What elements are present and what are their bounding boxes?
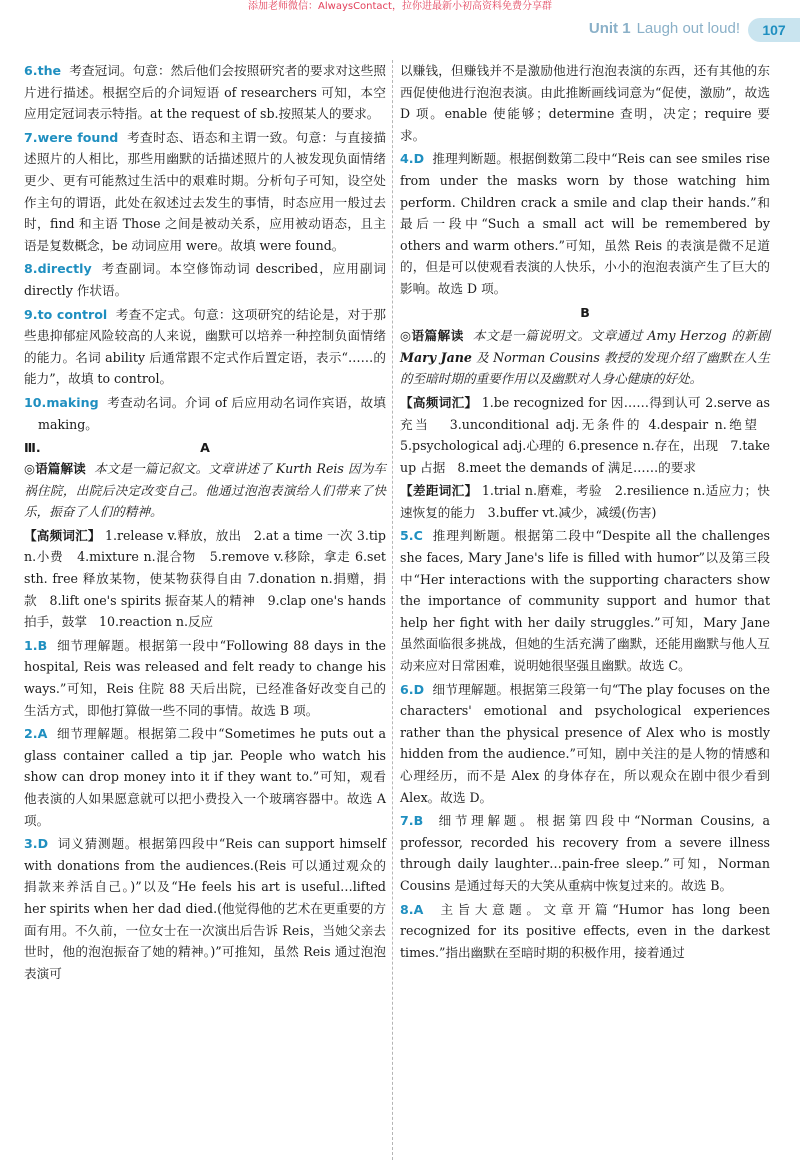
answer-item-8 bbox=[24, 258, 386, 301]
passage-summary bbox=[24, 458, 386, 523]
vocab-item: 1.be recognized for 因……得到认可 bbox=[481, 394, 701, 410]
answer-key: were found bbox=[37, 129, 119, 145]
item-number: 2. bbox=[24, 726, 38, 742]
answer-key: A bbox=[37, 726, 48, 742]
answer-B7 bbox=[400, 810, 770, 896]
explanation: 推理判断题。根据第二段中“Despite all the challenges she faces, Mary Jane's life is filled with humor”以及第三段中“Her interactions with the supporting characters show the importance of community support and humor that help her fight with her daily struggles.”可知，Mary Jane 虽然面临很多挑战，但她的生活充满了幽默，还能用幽默与他人互动来应对日常困难，说明她很坚强且幽默。故选 C。 bbox=[400, 528, 770, 674]
answer-key: B bbox=[413, 813, 424, 829]
gap-vocab-list bbox=[400, 480, 770, 523]
explanation: 考查冠词。句意：然后他们会按照研究者的要求对这些照片进行描述。根据空后的介词短语 of researchers 可知，本空应用定冠词表示特指。at the request of sb.按照某人的要求。 bbox=[24, 63, 386, 122]
page-header bbox=[0, 14, 800, 44]
answer-item-7 bbox=[24, 127, 386, 257]
right-column bbox=[400, 60, 770, 965]
answer-A2 bbox=[24, 723, 386, 831]
vocab-item: 9.clap one's hands 拍手，鼓掌 bbox=[24, 592, 387, 630]
answer-B5 bbox=[400, 525, 770, 676]
vocab-item: 5.remove v.移除，拿走 bbox=[209, 549, 351, 565]
item-number: 10. bbox=[24, 394, 47, 410]
item-number: 1. bbox=[24, 637, 38, 653]
play-title: Mary Jane bbox=[400, 349, 472, 365]
item-number: 7. bbox=[400, 813, 414, 829]
summary-label: ◎语篇解读 bbox=[24, 461, 86, 477]
explanation: 考查动名词。介词 of 后应用动名词作宾语，故填 making。 bbox=[38, 394, 386, 432]
unit-title: Laugh out loud! bbox=[636, 20, 740, 37]
answer-A3 bbox=[24, 833, 386, 984]
vocab-item: 7.take up 占据 bbox=[400, 438, 770, 475]
answer-B8 bbox=[400, 899, 770, 964]
explanation: 考查时态、语态和主谓一致。句意：与直接描述照片的人相比，那些用幽默的话描述照片的人被发现负面情绪更少、更有可能熬过生活中的艰难时期。分析句子可知，设空处作主句的谓语，此处在叙述过去发生的事情，时态应用一般过去时，find 和主语 Those 之间是被动关系，应用被动语态，且主语是复数概念，be 动词应用 were。故填 were found。 bbox=[24, 129, 386, 253]
section-heading-row bbox=[24, 437, 386, 458]
answer-A3-continued: 以赚钱，但赚钱并不是激励他进行泡泡表演的东西，还有其他的东西促使他进行泡泡表演。由此推断画线词意为“促使，激励”，故选 D 项。enable 使能够；determine 查明，决定；require 要求。 bbox=[400, 63, 770, 143]
summary-label: ◎语篇解读 bbox=[400, 328, 464, 344]
unit-heading bbox=[589, 20, 740, 37]
vocab-item: 2.at a time 一次 bbox=[253, 527, 353, 543]
answer-B6 bbox=[400, 679, 770, 809]
column-divider bbox=[392, 60, 393, 1160]
vocab-item: 3.buffer vt.减少，减缓(伤害) bbox=[487, 504, 657, 520]
item-number: 5. bbox=[400, 528, 414, 544]
vocab-item: 6.set sth. free 释放某物，使某物获得自由 bbox=[24, 549, 386, 587]
answer-key: C bbox=[413, 528, 423, 544]
item-number: 3. bbox=[24, 836, 38, 852]
explanation: 推理判断题。根据倒数第二段中“Reis can see smiles rise from under the masks worn by those watching him perform. Children crack a smile and clap their hands.”和最后一段中“Such a small act will be remembered by others and warm others.”可知，虽然 Reis 的表演是微不足道的，但是可以使观看表演的人快乐，小小的泡泡表演产生了巨大的影响。故选 D 项。 bbox=[400, 151, 770, 296]
summary-text: 本文是一篇记叙文。文章讲述了 Kurth Reis 因为车祸住院，出院后决定改变自己。他通过泡泡表演给人们带来了快乐，振奋了人们的精神。 bbox=[24, 461, 386, 520]
answer-key: directly bbox=[37, 261, 92, 277]
vocab-item: 1.release v.释放，放出 bbox=[104, 527, 242, 543]
left-column bbox=[24, 60, 386, 986]
answer-key: D bbox=[413, 151, 425, 167]
passage-letter: B bbox=[580, 304, 590, 320]
vocab-item: 6.presence n.存在，出现 bbox=[568, 438, 719, 454]
answer-key: D bbox=[413, 681, 425, 697]
vocab-item: 4.despair n.绝望 bbox=[648, 416, 760, 432]
item-number: 7. bbox=[24, 129, 38, 145]
explanation: 细节理解题。根据第一段中“Following 88 days in the hospital, Reis was released and felt ready to change his ways.”可知，Reis 住院 88 天后出院，已经准备好改变自己的生活方式，即他打算做一些不同的事情。故选 B 项。 bbox=[24, 637, 386, 718]
watermark-text: 添加老师微信：AlwaysContact，拉你进最新小初高资料免费分享群 bbox=[248, 1, 552, 12]
item-number: 8. bbox=[24, 261, 38, 277]
vocab-item: 10.reaction n.反应 bbox=[98, 614, 214, 630]
explanation: 词义猜测题。根据第四段中“Reis can support himself with donations from the audiences.(Reis 可以通过观众的捐款来养活自己。)”以及“He feels his art is useful…lifted her spirits when her dad died.(他觉得他的艺术在更重要的方面有用。不久前，一位女士在一次演出后告诉 Reis，当她父亲去世时，他的泡泡振奋了她的精神。)”可推知，虽然 Reis 通过泡泡表演可 bbox=[24, 836, 386, 981]
answer-item-10 bbox=[24, 392, 386, 435]
answer-key: B bbox=[37, 637, 48, 653]
vocab-label: 【高频词汇】 bbox=[24, 527, 101, 543]
vocab-item: 4.mixture n.混合物 bbox=[77, 549, 196, 565]
vocab-item: 2.resilience n.适应力；快速恢复的能力 bbox=[400, 483, 770, 520]
summary-text: 本文是一篇说明文。文章通过 Amy Herzog 的新剧 bbox=[472, 328, 770, 344]
answer-A4 bbox=[400, 148, 770, 299]
item-number: 8. bbox=[400, 901, 414, 917]
vocab-label: 【高频词汇】 bbox=[400, 394, 478, 410]
answer-A1 bbox=[24, 635, 386, 721]
passage-summary bbox=[400, 325, 770, 390]
vocab-item: 3.tip n.小费 bbox=[24, 527, 386, 565]
page-number: 107 bbox=[748, 18, 800, 42]
unit-number: Unit 1 bbox=[588, 20, 631, 37]
item-number: 9. bbox=[24, 306, 38, 322]
answer-item-9 bbox=[24, 304, 386, 390]
item-number: 6. bbox=[24, 63, 38, 78]
answer-key: to control bbox=[37, 306, 108, 322]
answer-key: making bbox=[46, 394, 99, 410]
vocab-item: 5.psychological adj.心理的 bbox=[400, 438, 565, 454]
answer-key: the bbox=[37, 63, 62, 78]
item-number: 6. bbox=[400, 681, 414, 697]
explanation: 细节理解题。根据第二段中“Sometimes he puts out a glass container called a tip jar. People who watch his show can drop money into it if they want to.”可知，观看他表演的人如果愿意就可以把小费投入一个玻璃容器中。故选 A 项。 bbox=[24, 726, 386, 828]
answer-item-6 bbox=[24, 60, 386, 125]
vocab-item: 1.trial n.磨难，考验 bbox=[481, 483, 602, 499]
vocab-item: 8.lift one's spirits 振奋某人的精神 bbox=[49, 592, 255, 608]
vocab-item: 3.unconditional adj.无条件的 bbox=[449, 416, 643, 432]
vocab-item: 2.serve as 充当 bbox=[400, 394, 770, 432]
explanation: 考查副词。本空修饰动词 described，应用副词 directly 作状语。 bbox=[24, 261, 386, 298]
gap-vocab-label: 【差距词汇】 bbox=[400, 483, 478, 499]
answer-key: A bbox=[413, 901, 424, 917]
explanation: 主旨大意题。文章开篇“Humor has long been recognized for its positive effects, even in the darkest times.”指出幽默在至暗时期的积极作用，接着通过 bbox=[400, 901, 770, 960]
passage-letter: A bbox=[200, 440, 210, 456]
vocab-item: 7.donation n.捐赠，捐款 bbox=[24, 571, 386, 608]
explanation: 细节理解题。根据第四段中“Norman Cousins, a professor, recorded his recovery from a severe illness through daily laughter…pain-free sleep.”可知，Norman Cousins 是通过每天的大笑从重病中恢复过来的。故选 B。 bbox=[400, 813, 770, 893]
answer-key: D bbox=[37, 836, 49, 852]
item-number: 4. bbox=[400, 151, 414, 167]
explanation: 细节理解题。根据第三段第一句“The play focuses on the characters' emotional and psychological experiences rather than the physical presence of Alex who is mostly hidden from the audience.”可知，剧中关注的是人物的情感和心理经历，而不是 Alex 的身体存在，所以观众在剧中很少看到 Alex。故选 D。 bbox=[400, 681, 770, 805]
section-number: Ⅲ. bbox=[24, 440, 41, 456]
summary-text: 及 Norman Cousins 教授的发现介绍了幽默在人生的至暗时期的重要作用以及幽默对人身心健康的好处。 bbox=[400, 349, 770, 387]
vocab-item: 8.meet the demands of 满足……的要求 bbox=[457, 459, 696, 475]
vocab-list bbox=[24, 525, 386, 633]
explanation: 考查不定式。句意：这项研究的结论是，对于那些患抑郁症风险较高的人来说，幽默可以培养一种控制负面情绪的能力。名词 ability 后通常跟不定式作后置定语，表示“……的能力”，故填 to control。 bbox=[24, 306, 387, 387]
vocab-list bbox=[400, 392, 770, 478]
